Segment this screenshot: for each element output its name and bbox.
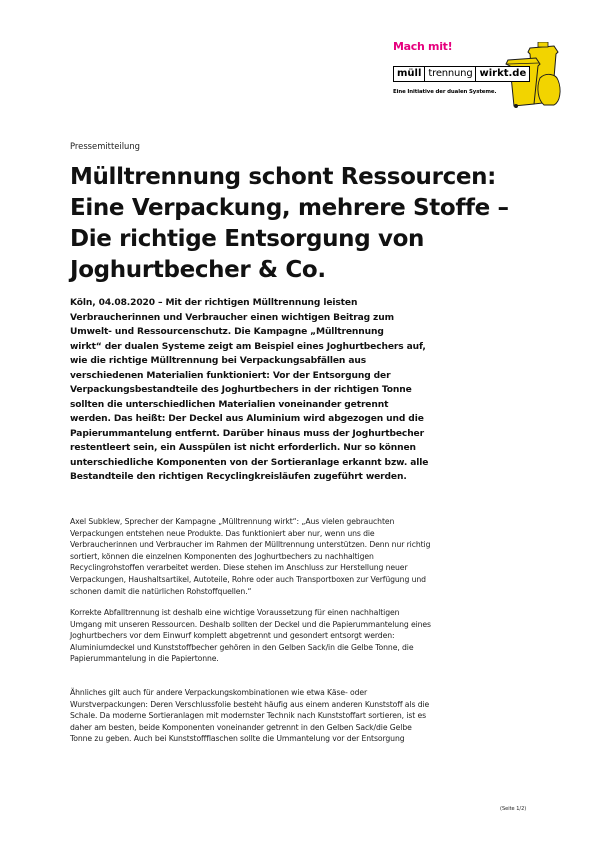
body-paragraph-packaging <box>70 687 540 745</box>
paragraph-line: Verpackungen, Haushaltsartikel, Autoteile, Rohre oder auch Transportboxen zur Verfügung und <box>70 574 426 584</box>
paragraph-line: Ähnliches gilt auch für andere Verpackungskombinationen wie etwa Käse- oder <box>70 688 368 697</box>
paragraph-line: Recyclingrohstoffen verarbeitet werden. Diese stehen im Anschluss zur Herstellung neuer <box>70 563 408 573</box>
lead-line: Umwelt- und Ressourcenschutz. Die Kampagne „Mülltrennung <box>70 327 384 337</box>
paragraph-line: Tonne zu geben. Auch bei Kunststoffflaschen sollte die Ummantelung vor der Entsorgung <box>70 734 405 744</box>
lead-line: Verbraucherinnen und Verbraucher einen wichtigen Beitrag zum <box>70 312 394 323</box>
paragraph-line: Schale. Da moderne Sortieranlagen mit modernster Technik nach Kunststoffart sortieren, ist es <box>70 711 427 721</box>
lead-line: unterschiedliche Komponenten von der Sortieranlage erkannt bzw. alle <box>70 457 429 468</box>
paragraph-line: Joghurtbechers vor dem Einwurf komplett abgetrennt und gesondert entsorgt werden: <box>70 631 395 641</box>
lead-line: wie die richtige Mülltrennung bei Verpackungsabfällen aus <box>70 356 366 366</box>
paragraph-line: Aluminiumdeckel und Kunststoffbecher gehören in den Gelben Sack/in die Gelbe Tonne, die <box>70 642 414 652</box>
logo-wordmark <box>393 64 530 84</box>
page-title <box>70 162 550 286</box>
paragraph-line: Umgang mit unseren Ressourcen. Deshalb sollten der Deckel und die Papierummantelung eines <box>70 619 431 629</box>
paragraph-line: daher am besten, beide Komponenten voneinander getrennt in den Gelben Sack/die Gelbe <box>70 722 412 732</box>
lead-line: Papierummantelung entfernt. Darüber hinaus muss der Joghurtbecher <box>70 428 424 439</box>
document-type-label: Pressemitteilung <box>70 141 140 151</box>
paragraph-line: sortiert, können die einzelnen Komponenten des Joghurtbechers zu nachhaltigen <box>70 551 374 561</box>
campaign-logo <box>393 40 568 110</box>
paragraph-line: Axel Subklew, Sprecher der Kampagne „Mülltrennung wirkt“: „Aus vielen gebrauchten <box>70 517 395 526</box>
logo-slogan: Mach mit! <box>393 40 453 53</box>
body-paragraph-quote <box>70 516 540 597</box>
paragraph-line: Korrekte Abfalltrennung ist deshalb eine wichtige Voraussetzung für einen nachhaltigen <box>70 608 400 617</box>
paragraph-line: Papierummantelung in die Papiertonne. <box>70 654 219 664</box>
lead-paragraph <box>70 296 540 485</box>
lead-line: werden. Das heißt: Der Deckel aus Aluminium wird abgezogen und die <box>70 414 424 424</box>
paragraph-line: Verpackungen entstehen neue Produkte. Das funktioniert aber nur, wenn uns die <box>70 528 375 538</box>
lead-line: Verpackungsbestandteile des Joghurtbechers in der richtigen Tonne <box>70 385 412 395</box>
lead-line: sollten die unterschiedlichen Materialien voneinander getrennt <box>70 399 389 410</box>
title-line: Mülltrennung schont Ressourcen: <box>70 164 496 190</box>
lead-line: Bestandteile den richtigen Recyclingkreisläufen zugeführt werden. <box>70 472 407 482</box>
paragraph-line: Wurstverpackungen: Deren Verschlussfolie besteht häufig aus einem anderen Kunststoff als die <box>70 699 430 709</box>
page-number: (Seite 1/2) <box>500 806 527 812</box>
logo-tagline: Eine Initiative der dualen Systeme. <box>393 89 497 95</box>
title-line: Die richtige Entsorgung von <box>70 226 425 252</box>
paragraph-line: Verbraucherinnen und Verbraucher im Rahmen der Mülltrennung unterstützen. Denn nur richtig <box>70 540 431 550</box>
lead-line: wirkt“ der dualen Systeme zeigt am Beispiel eines Joghurtbechers auf, <box>70 341 426 352</box>
logo-word-3: wirkt.de <box>476 66 530 82</box>
lead-line: restentleert sein, ein Ausspülen ist nicht erforderlich. Nur so können <box>70 443 416 453</box>
body-paragraph-separation <box>70 607 540 665</box>
lead-line: verschiedenen Materialien funktioniert: Vor der Entsorgung der <box>70 370 391 381</box>
lead-line: Köln, 04.08.2020 – Mit der richtigen Mülltrennung leisten <box>70 298 358 308</box>
title-line: Eine Verpackung, mehrere Stoffe – <box>70 195 509 221</box>
paragraph-line: schonen damit die natürlichen Rohstoffquellen.“ <box>70 586 252 596</box>
logo-word-2: trennung <box>425 66 476 82</box>
logo-word-1: müll <box>393 66 425 82</box>
title-line: Joghurtbecher & Co. <box>70 257 326 283</box>
